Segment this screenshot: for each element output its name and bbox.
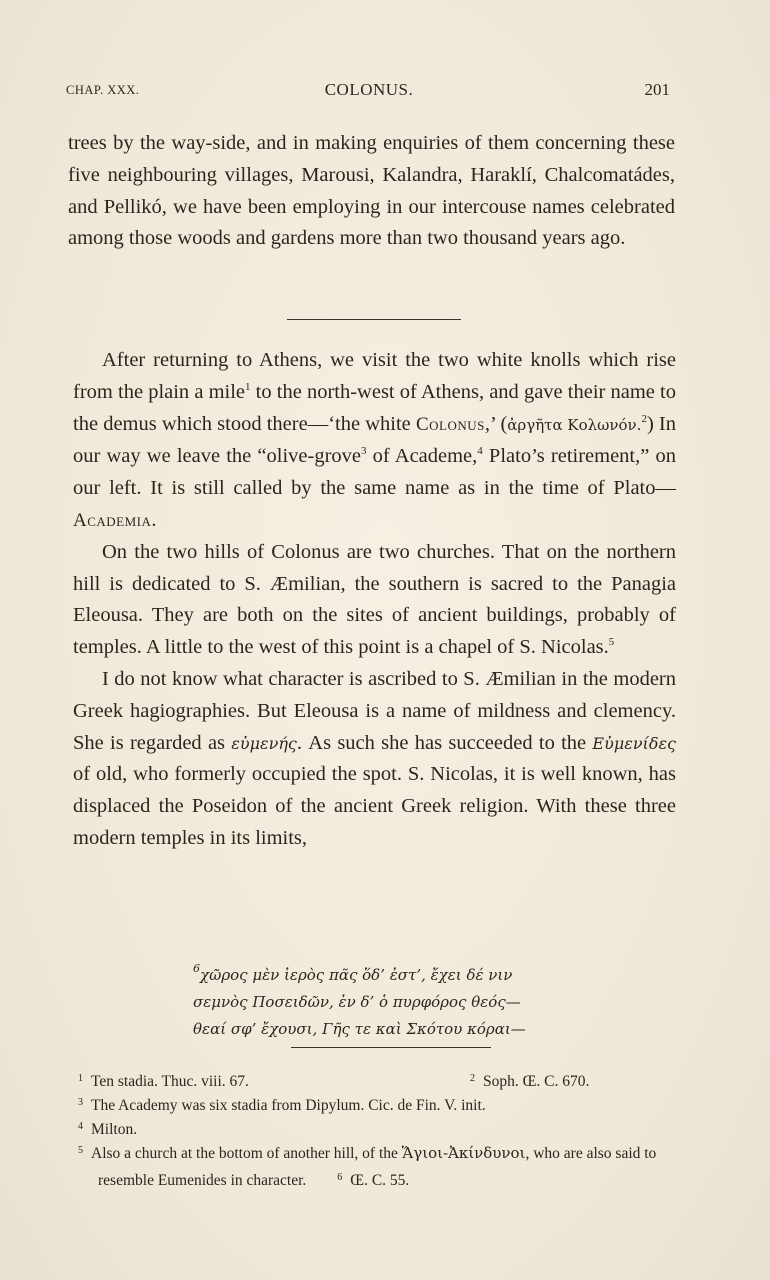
text-span: of Academe,	[366, 445, 478, 468]
footnote-number: 1	[78, 1073, 83, 1084]
academia-smallcaps: Academia	[73, 509, 152, 531]
section-divider	[287, 319, 461, 320]
footnote-number: 5	[78, 1145, 83, 1156]
text-span: After returning to Athens, we visit the two white knolls which rise from the plain a mile	[73, 349, 676, 403]
footnote-number: 2	[470, 1073, 475, 1084]
footnote-greek: Ἅγιοι-Ἀκίνδυνοι	[401, 1144, 526, 1162]
text-span: .	[151, 508, 157, 531]
footnote-text: The Academy was six stadia from Dipylum. Cic. de Fin. V. init.	[91, 1097, 486, 1114]
footnote-text: , who are also said to resemble Eumenides in character.	[98, 1145, 657, 1189]
running-title: COLONUS.	[324, 80, 414, 99]
greek-verse-quotation	[193, 962, 633, 1043]
paragraph-churches	[73, 537, 676, 664]
text-block-top	[68, 128, 675, 255]
footnote-5	[78, 1139, 678, 1193]
footnote-ref: 3	[361, 445, 367, 458]
text-span: On the two hills of Colonus are two churches. That on the northern hill is dedicated to S. Æmilian, the southern is sacred to the Panagia Eleousa. They are both on the sites of ancient buildings, probably of temples. A little to the west of this point is a chapel of S. Nicolas.	[73, 540, 676, 659]
footnote-ref: 6	[193, 962, 200, 975]
footnote-ref: 5	[608, 636, 615, 649]
footnote-text: Soph. Œ. C. 670.	[483, 1073, 590, 1090]
footnote-text: Ten stadia. Thuc. viii. 67.	[91, 1073, 249, 1090]
footnote-6	[337, 1172, 409, 1189]
footnote-number: 4	[78, 1121, 83, 1132]
text-span: of old, who formerly occupied the spot. S. Nicolas, it is well known, has displaced the Poseidon of the ancient Greek religion. With these three modern temples in its limits,	[73, 763, 676, 849]
footnotes	[78, 1067, 678, 1193]
footnote-ref: 4	[477, 445, 483, 458]
chapter-label: CHAP. XXX.	[66, 83, 140, 97]
footnote-3	[78, 1091, 678, 1115]
footnote-ref: 1	[245, 380, 251, 393]
verse-line-1	[193, 962, 633, 989]
footnote-divider	[291, 1047, 491, 1048]
running-head	[66, 80, 672, 104]
paragraph-athens	[73, 345, 676, 537]
verse-text: χῶρος μὲν ἱερὸς πᾶς ὅδ’ ἐστ’, ἔχει δέ νιν	[200, 966, 513, 984]
colonus-smallcaps: Colonus	[415, 413, 485, 435]
greek-word: Εὐμενίδες	[592, 733, 676, 753]
footnote-text: Milton.	[91, 1121, 138, 1138]
footnote-text: Œ. C. 55.	[350, 1172, 410, 1189]
greek-quote: ἀργῆτα Κολωνόν.	[507, 415, 642, 434]
footnote-text: Also a church at the bottom of another hill, of the	[91, 1145, 402, 1162]
text-span: Plato’s retirement,” on our left. It is still called by the same name as in the time of Plato—	[73, 445, 676, 500]
footnote-ref: 2	[641, 412, 647, 425]
text-block-main	[73, 345, 676, 855]
text-span: I do not know what character is ascribed to S. Æmilian in the modern Greek hagiographies. But Eleousa is a name of mildness and clemency. She is regarded as	[73, 667, 676, 754]
page-number: 201	[644, 80, 670, 99]
text-span: ,’ (	[484, 412, 508, 435]
text-span: to the north-west of Athens, and gave their name to the demus which stood there—‘the white	[73, 380, 677, 435]
footnote-1	[78, 1073, 249, 1090]
paragraph-eleousa	[73, 664, 676, 855]
footnote-number: 3	[78, 1097, 83, 1108]
footnote-row	[78, 1067, 678, 1091]
verse-line-2: σεμνὸς Ποσειδῶν, ἐν δ’ ὁ πυρφόρος θεός—	[193, 993, 521, 1011]
paragraph-continued: trees by the way-side, and in making enquiries of them concerning these five neighbouring villages, Marousi, Kalandra, Haraklí, Chalcomatádes, and Pellikó, we have been employing in our intercouse names celebrated among those woods and gardens more than two thousand years ago.	[68, 132, 675, 250]
greek-word: εὐμενής	[231, 733, 297, 753]
footnote-4	[78, 1115, 678, 1139]
text-span: . As such she has succeeded to the	[296, 731, 593, 754]
text-span: ) In our way we leave the “olive-grove	[73, 412, 677, 468]
verse-line-3: θεαί σφ’ ἔχουσι, Γῆς τε καὶ Σκότου κόραι—	[193, 1020, 526, 1038]
footnote-2	[470, 1067, 589, 1094]
footnote-number: 6	[337, 1172, 343, 1183]
